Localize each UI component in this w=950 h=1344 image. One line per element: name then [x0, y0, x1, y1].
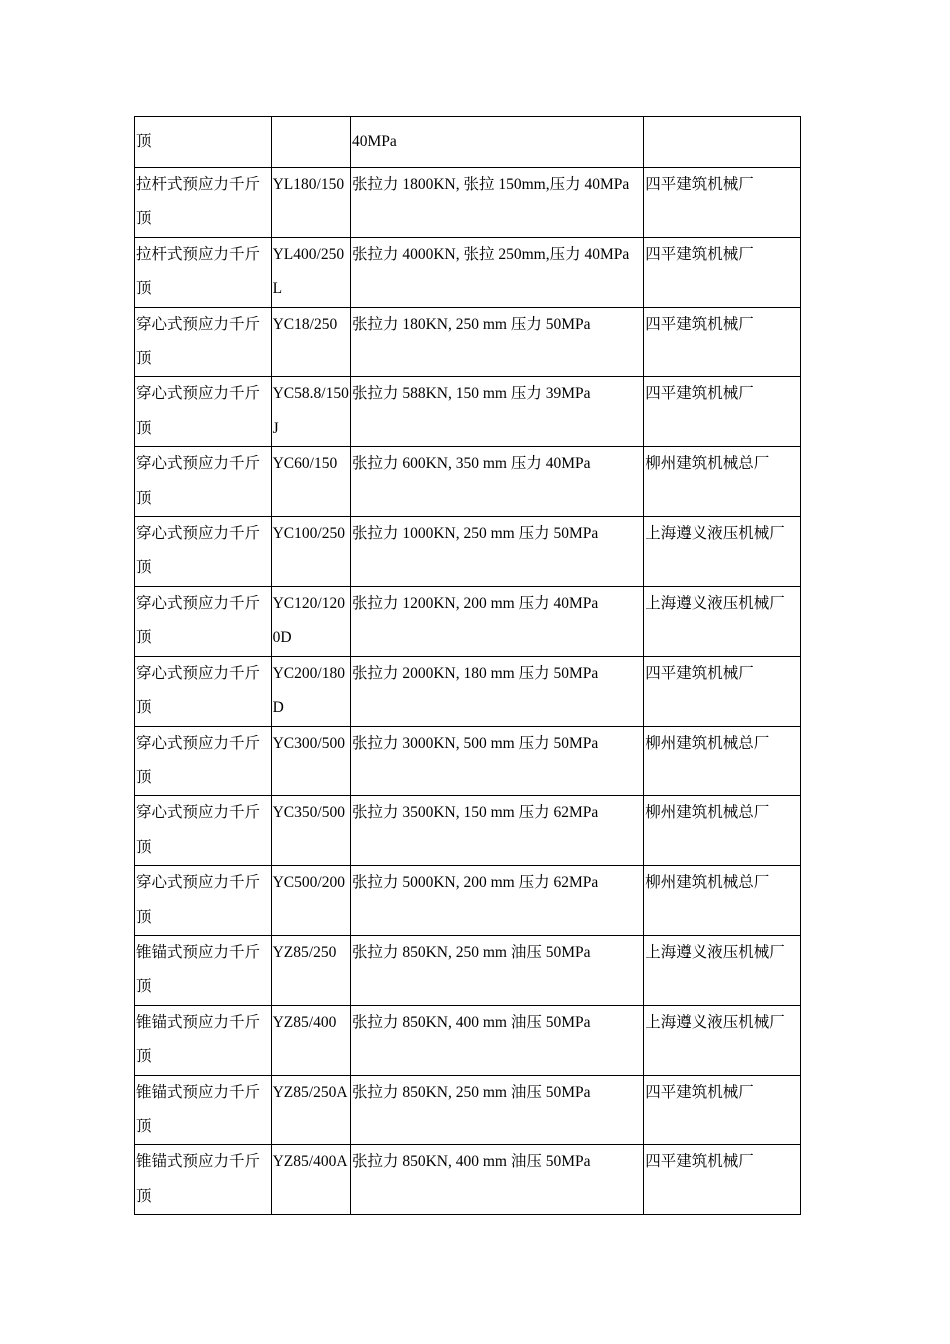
cell-spec: 张拉力 3500KN, 150 mm 压力 62MPa: [350, 796, 643, 866]
table-row: [135, 726, 801, 796]
table-row: [135, 517, 801, 587]
cell-spec: 张拉力 1000KN, 250 mm 压力 50MPa: [350, 517, 643, 587]
cell-model: YZ85/250: [271, 935, 350, 1005]
table-row: [135, 1075, 801, 1145]
cell-equipment-name: 锥锚式预应力千斤顶: [135, 1145, 272, 1215]
cell-model: YC120/1200D: [271, 586, 350, 656]
table-row: [135, 796, 801, 866]
cell-manufacturer: 上海遵义液压机械厂: [644, 517, 801, 587]
cell-model: YC18/250: [271, 307, 350, 377]
cell-manufacturer: 柳州建筑机械总厂: [644, 866, 801, 936]
cell-model: YZ85/400: [271, 1005, 350, 1075]
cell-manufacturer: 四平建筑机械厂: [644, 307, 801, 377]
cell-spec: 张拉力 850KN, 250 mm 油压 50MPa: [350, 1075, 643, 1145]
cell-equipment-name: 拉杆式预应力千斤顶: [135, 168, 272, 238]
table-row: [135, 237, 801, 307]
cell-manufacturer: 四平建筑机械厂: [644, 168, 801, 238]
table-row: [135, 866, 801, 936]
cell-equipment-name: 穿心式预应力千斤顶: [135, 866, 272, 936]
cell-equipment-name: 穿心式预应力千斤顶: [135, 377, 272, 447]
cell-equipment-name: 顶: [135, 117, 272, 168]
cell-equipment-name: 穿心式预应力千斤顶: [135, 656, 272, 726]
table-row: [135, 307, 801, 377]
cell-manufacturer: 四平建筑机械厂: [644, 1145, 801, 1215]
cell-manufacturer: 上海遵义液压机械厂: [644, 935, 801, 1005]
table-row: [135, 1005, 801, 1075]
cell-equipment-name: 拉杆式预应力千斤顶: [135, 237, 272, 307]
cell-equipment-name: 锥锚式预应力千斤顶: [135, 935, 272, 1005]
cell-model: YC500/200: [271, 866, 350, 936]
cell-spec: 40MPa: [350, 117, 643, 168]
cell-equipment-name: 锥锚式预应力千斤顶: [135, 1005, 272, 1075]
cell-spec: 张拉力 600KN, 350 mm 压力 40MPa: [350, 447, 643, 517]
cell-manufacturer: 四平建筑机械厂: [644, 656, 801, 726]
cell-equipment-name: 穿心式预应力千斤顶: [135, 586, 272, 656]
cell-equipment-name: 穿心式预应力千斤顶: [135, 517, 272, 587]
cell-manufacturer: 柳州建筑机械总厂: [644, 447, 801, 517]
cell-model: YL180/150: [271, 168, 350, 238]
cell-spec: 张拉力 1800KN, 张拉 150mm,压力 40MPa: [350, 168, 643, 238]
equipment-table: [134, 116, 801, 1215]
equipment-table-body: [135, 117, 801, 1215]
cell-spec: 张拉力 4000KN, 张拉 250mm,压力 40MPa: [350, 237, 643, 307]
table-row: [135, 377, 801, 447]
cell-spec: 张拉力 180KN, 250 mm 压力 50MPa: [350, 307, 643, 377]
cell-equipment-name: 穿心式预应力千斤顶: [135, 307, 272, 377]
cell-equipment-name: 穿心式预应力千斤顶: [135, 796, 272, 866]
cell-manufacturer: 四平建筑机械厂: [644, 1075, 801, 1145]
cell-equipment-name: 穿心式预应力千斤顶: [135, 447, 272, 517]
table-row: [135, 447, 801, 517]
cell-model: YC58.8/150J: [271, 377, 350, 447]
cell-spec: 张拉力 850KN, 400 mm 油压 50MPa: [350, 1005, 643, 1075]
table-row: [135, 1145, 801, 1215]
cell-spec: 张拉力 850KN, 250 mm 油压 50MPa: [350, 935, 643, 1005]
table-row: [135, 168, 801, 238]
cell-model: [271, 117, 350, 168]
table-row: [135, 935, 801, 1005]
cell-model: YZ85/400A: [271, 1145, 350, 1215]
cell-manufacturer: 上海遵义液压机械厂: [644, 1005, 801, 1075]
cell-model: YZ85/250A: [271, 1075, 350, 1145]
cell-model: YC60/150: [271, 447, 350, 517]
cell-equipment-name: 穿心式预应力千斤顶: [135, 726, 272, 796]
cell-manufacturer: 上海遵义液压机械厂: [644, 586, 801, 656]
cell-model: YC300/500: [271, 726, 350, 796]
table-row: [135, 656, 801, 726]
cell-model: YC350/500: [271, 796, 350, 866]
cell-model: YC100/250: [271, 517, 350, 587]
table-row: [135, 586, 801, 656]
cell-model: YL400/250L: [271, 237, 350, 307]
cell-manufacturer: 柳州建筑机械总厂: [644, 796, 801, 866]
cell-spec: 张拉力 2000KN, 180 mm 压力 50MPa: [350, 656, 643, 726]
cell-spec: 张拉力 1200KN, 200 mm 压力 40MPa: [350, 586, 643, 656]
cell-equipment-name: 锥锚式预应力千斤顶: [135, 1075, 272, 1145]
cell-model: YC200/180D: [271, 656, 350, 726]
cell-manufacturer: 柳州建筑机械总厂: [644, 726, 801, 796]
cell-spec: 张拉力 850KN, 400 mm 油压 50MPa: [350, 1145, 643, 1215]
cell-spec: 张拉力 3000KN, 500 mm 压力 50MPa: [350, 726, 643, 796]
cell-spec: 张拉力 588KN, 150 mm 压力 39MPa: [350, 377, 643, 447]
cell-spec: 张拉力 5000KN, 200 mm 压力 62MPa: [350, 866, 643, 936]
table-row: [135, 117, 801, 168]
cell-manufacturer: 四平建筑机械厂: [644, 237, 801, 307]
cell-manufacturer: 四平建筑机械厂: [644, 377, 801, 447]
cell-manufacturer: [644, 117, 801, 168]
